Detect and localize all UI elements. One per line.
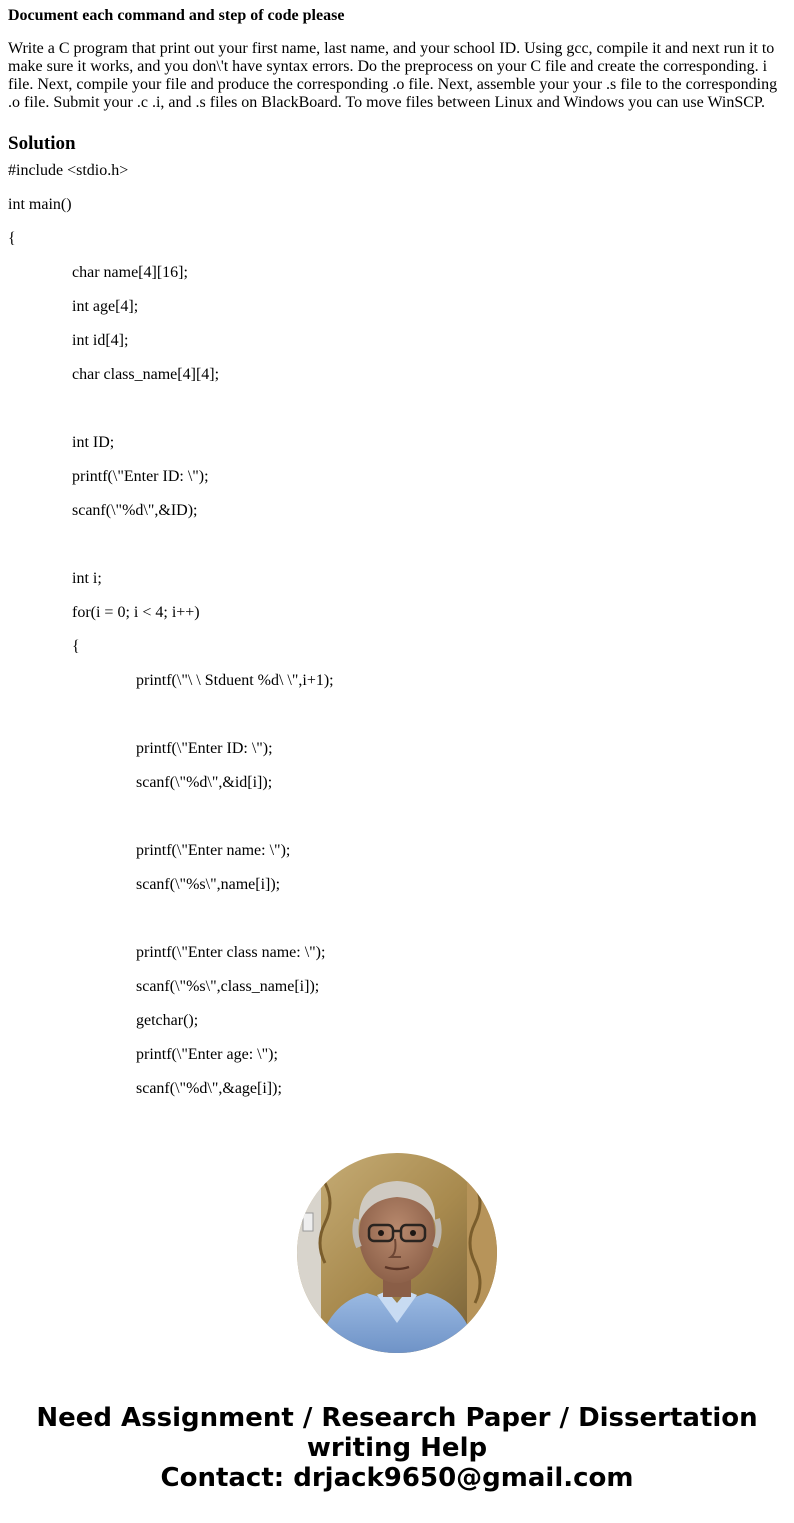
- code-line: [8, 196, 786, 230]
- code-line-text: int ID;: [72, 434, 115, 451]
- code-line: [8, 400, 786, 434]
- code-line-text: int id[4];: [72, 332, 129, 349]
- code-line-text: scanf(\"%s\",name[i]);: [136, 876, 281, 893]
- code-line: [8, 978, 786, 1012]
- code-line: [8, 536, 786, 570]
- advert-line-1: Need Assignment / Research Paper / Dissertation: [36, 1403, 758, 1433]
- code-line-text: printf(\"Enter age: \");: [136, 1046, 278, 1063]
- code-line-text: for(i = 0; i < 4; i++): [72, 604, 200, 621]
- person-photo-icon: [297, 1153, 497, 1353]
- code-line: [8, 1046, 786, 1080]
- code-line: [8, 230, 786, 264]
- code-line: [8, 706, 786, 740]
- code-line: [8, 740, 786, 774]
- code-line: [8, 638, 786, 672]
- advert-line-3: Contact: drjack9650@gmail.com: [160, 1463, 634, 1493]
- code-line: [8, 434, 786, 468]
- code-line: [8, 162, 786, 196]
- code-line-text: char class_name[4][4];: [72, 366, 220, 383]
- code-line-text: {: [72, 638, 80, 655]
- code-line: [8, 332, 786, 366]
- code-line-text: int age[4];: [72, 298, 139, 315]
- code-line: [8, 876, 786, 910]
- solution-heading: Solution: [8, 133, 76, 154]
- advert-banner: [0, 1403, 794, 1493]
- code-block: [8, 162, 786, 1114]
- code-line-text: printf(\"Enter class name: \");: [136, 944, 326, 961]
- code-line-text: printf(\"Enter ID: \");: [136, 740, 273, 757]
- code-line-text: char name[4][16];: [72, 264, 188, 281]
- code-line-text: int i;: [72, 570, 102, 587]
- code-line: [8, 910, 786, 944]
- code-line: [8, 366, 786, 400]
- code-line: [8, 570, 786, 604]
- code-line: [8, 468, 786, 502]
- code-line-text: printf(\"Enter name: \");: [136, 842, 291, 859]
- question-title: Document each command and step of code please: [8, 7, 345, 24]
- code-line-text: getchar();: [136, 1012, 199, 1029]
- code-line-text: #include <stdio.h>: [8, 162, 129, 179]
- code-line: [8, 842, 786, 876]
- code-line: [8, 264, 786, 298]
- code-line-text: printf(\"\ \ Stduent %d\ \",i+1);: [136, 672, 334, 689]
- advert-line-2: writing Help: [306, 1433, 488, 1463]
- code-line: [8, 774, 786, 808]
- code-line-text: scanf(\"%s\",class_name[i]);: [136, 978, 320, 995]
- question-body: Write a C program that print out your first name, last name, and your school ID. Using gcc, compile it and next run it to make sure it works, and you don\'t have syntax errors. Do the preprocess on your C file and create the corresponding. i file. Next, compile your file and produce the corresponding .o file. Next, assemble your your .s file to the corresponding .o file. Submit your .c .i, and .s files on BlackBoard. To move files between Linux and Windows you can use WinSCP.: [8, 40, 778, 111]
- code-line: [8, 1012, 786, 1046]
- code-line-text: printf(\"Enter ID: \");: [72, 468, 209, 485]
- code-line-text: {: [8, 230, 16, 247]
- code-line-text: scanf(\"%d\",&age[i]);: [136, 1080, 282, 1097]
- code-line-text: scanf(\"%d\",&ID);: [72, 502, 198, 519]
- code-line: [8, 502, 786, 536]
- code-line-text: scanf(\"%d\",&id[i]);: [136, 774, 273, 791]
- code-line: [8, 604, 786, 638]
- code-line: [8, 298, 786, 332]
- code-line: [8, 944, 786, 978]
- code-line: [8, 1080, 786, 1114]
- document-content: [8, 0, 786, 1114]
- code-line-text: int main(): [8, 196, 72, 213]
- author-avatar: [297, 1153, 497, 1353]
- code-line: [8, 672, 786, 706]
- code-line: [8, 808, 786, 842]
